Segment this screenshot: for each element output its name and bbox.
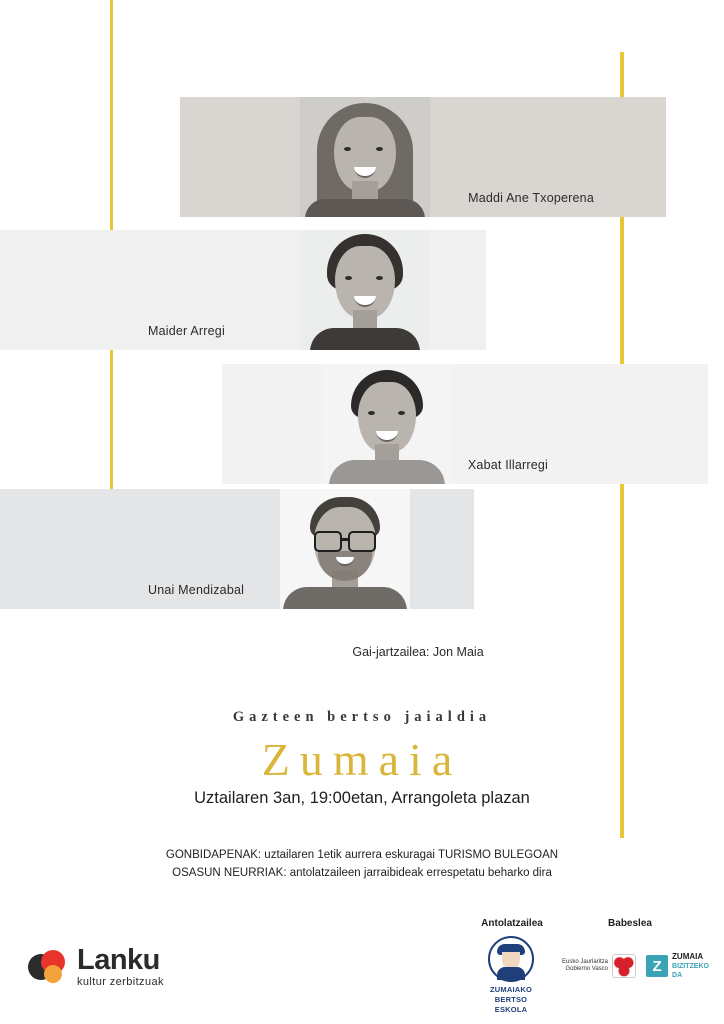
sponsor-label: Babeslea [608, 918, 652, 929]
performer-row [222, 364, 708, 484]
zumaia-line2: BIZITZEKO [672, 963, 709, 971]
bertso-eskola-line2: BERTSO ESKOLA [494, 995, 528, 1015]
sponsor-logos [562, 952, 709, 981]
performer-name: Unai Mendizabal [148, 583, 245, 597]
zumaia-z-icon: Z [646, 955, 668, 977]
eusko-jaurlaritza-logo[interactable] [562, 954, 636, 978]
performer-row [0, 230, 486, 350]
lanku-wordmark: Lanku [77, 944, 160, 976]
performer-portrait [322, 364, 452, 484]
performer-name: Maider Arregi [148, 324, 225, 338]
organizer-label: Antolatzailea [481, 918, 543, 929]
event-notes [0, 846, 724, 883]
note-health-measures: OSASUN NEURRIAK: antolatzaileen jarraibideak errespetatu beharko dira [172, 867, 552, 880]
lanku-tagline: kultur zerbitzuak [77, 976, 164, 988]
note-invitations: GONBIDAPENAK: uztailaren 1etik aurrera eskuragai TURISMO BULEGOAN [165, 849, 559, 861]
lanku-logo[interactable] [28, 946, 164, 988]
glasses-icon [314, 531, 376, 549]
event-title: Zumaia [261, 734, 463, 785]
gai-jartzailea-credit: Gai-jartzailea: Jon Maia [352, 645, 484, 659]
zumaia-bizitzeko-da-logo[interactable] [646, 952, 709, 981]
performer-name: Xabat Illarregi [467, 458, 548, 472]
event-datetime-location: Uztailaren 3an, 19:00etan, Arrangoleta plazan [194, 789, 530, 807]
zumaia-line1: ZUMAIA [672, 952, 704, 961]
performer-row [0, 489, 474, 609]
bertso-eskola-line1: ZUMAIAKO [489, 985, 532, 994]
basque-coat-of-arms-icon [612, 954, 636, 978]
performer-portrait [300, 230, 430, 350]
eusko-jaurlaritza-line2: Gobierno Vasco [565, 966, 609, 973]
performer-band [222, 364, 708, 484]
performer-portrait [280, 489, 410, 609]
performer-name: Maddi Ane Txoperena [468, 191, 594, 205]
bertsolari-emblem-icon [488, 936, 534, 982]
lanku-circles-icon [28, 950, 68, 984]
eusko-jaurlaritza-line1: Eusko Jaurlaritza [562, 958, 609, 965]
performer-portrait [300, 97, 430, 217]
event-kicker: Gazteen bertso jaialdia [232, 709, 492, 725]
zumaiako-bertso-eskola-logo[interactable] [478, 936, 544, 1015]
zumaia-line3: DA [672, 972, 683, 980]
performer-row [180, 97, 666, 217]
